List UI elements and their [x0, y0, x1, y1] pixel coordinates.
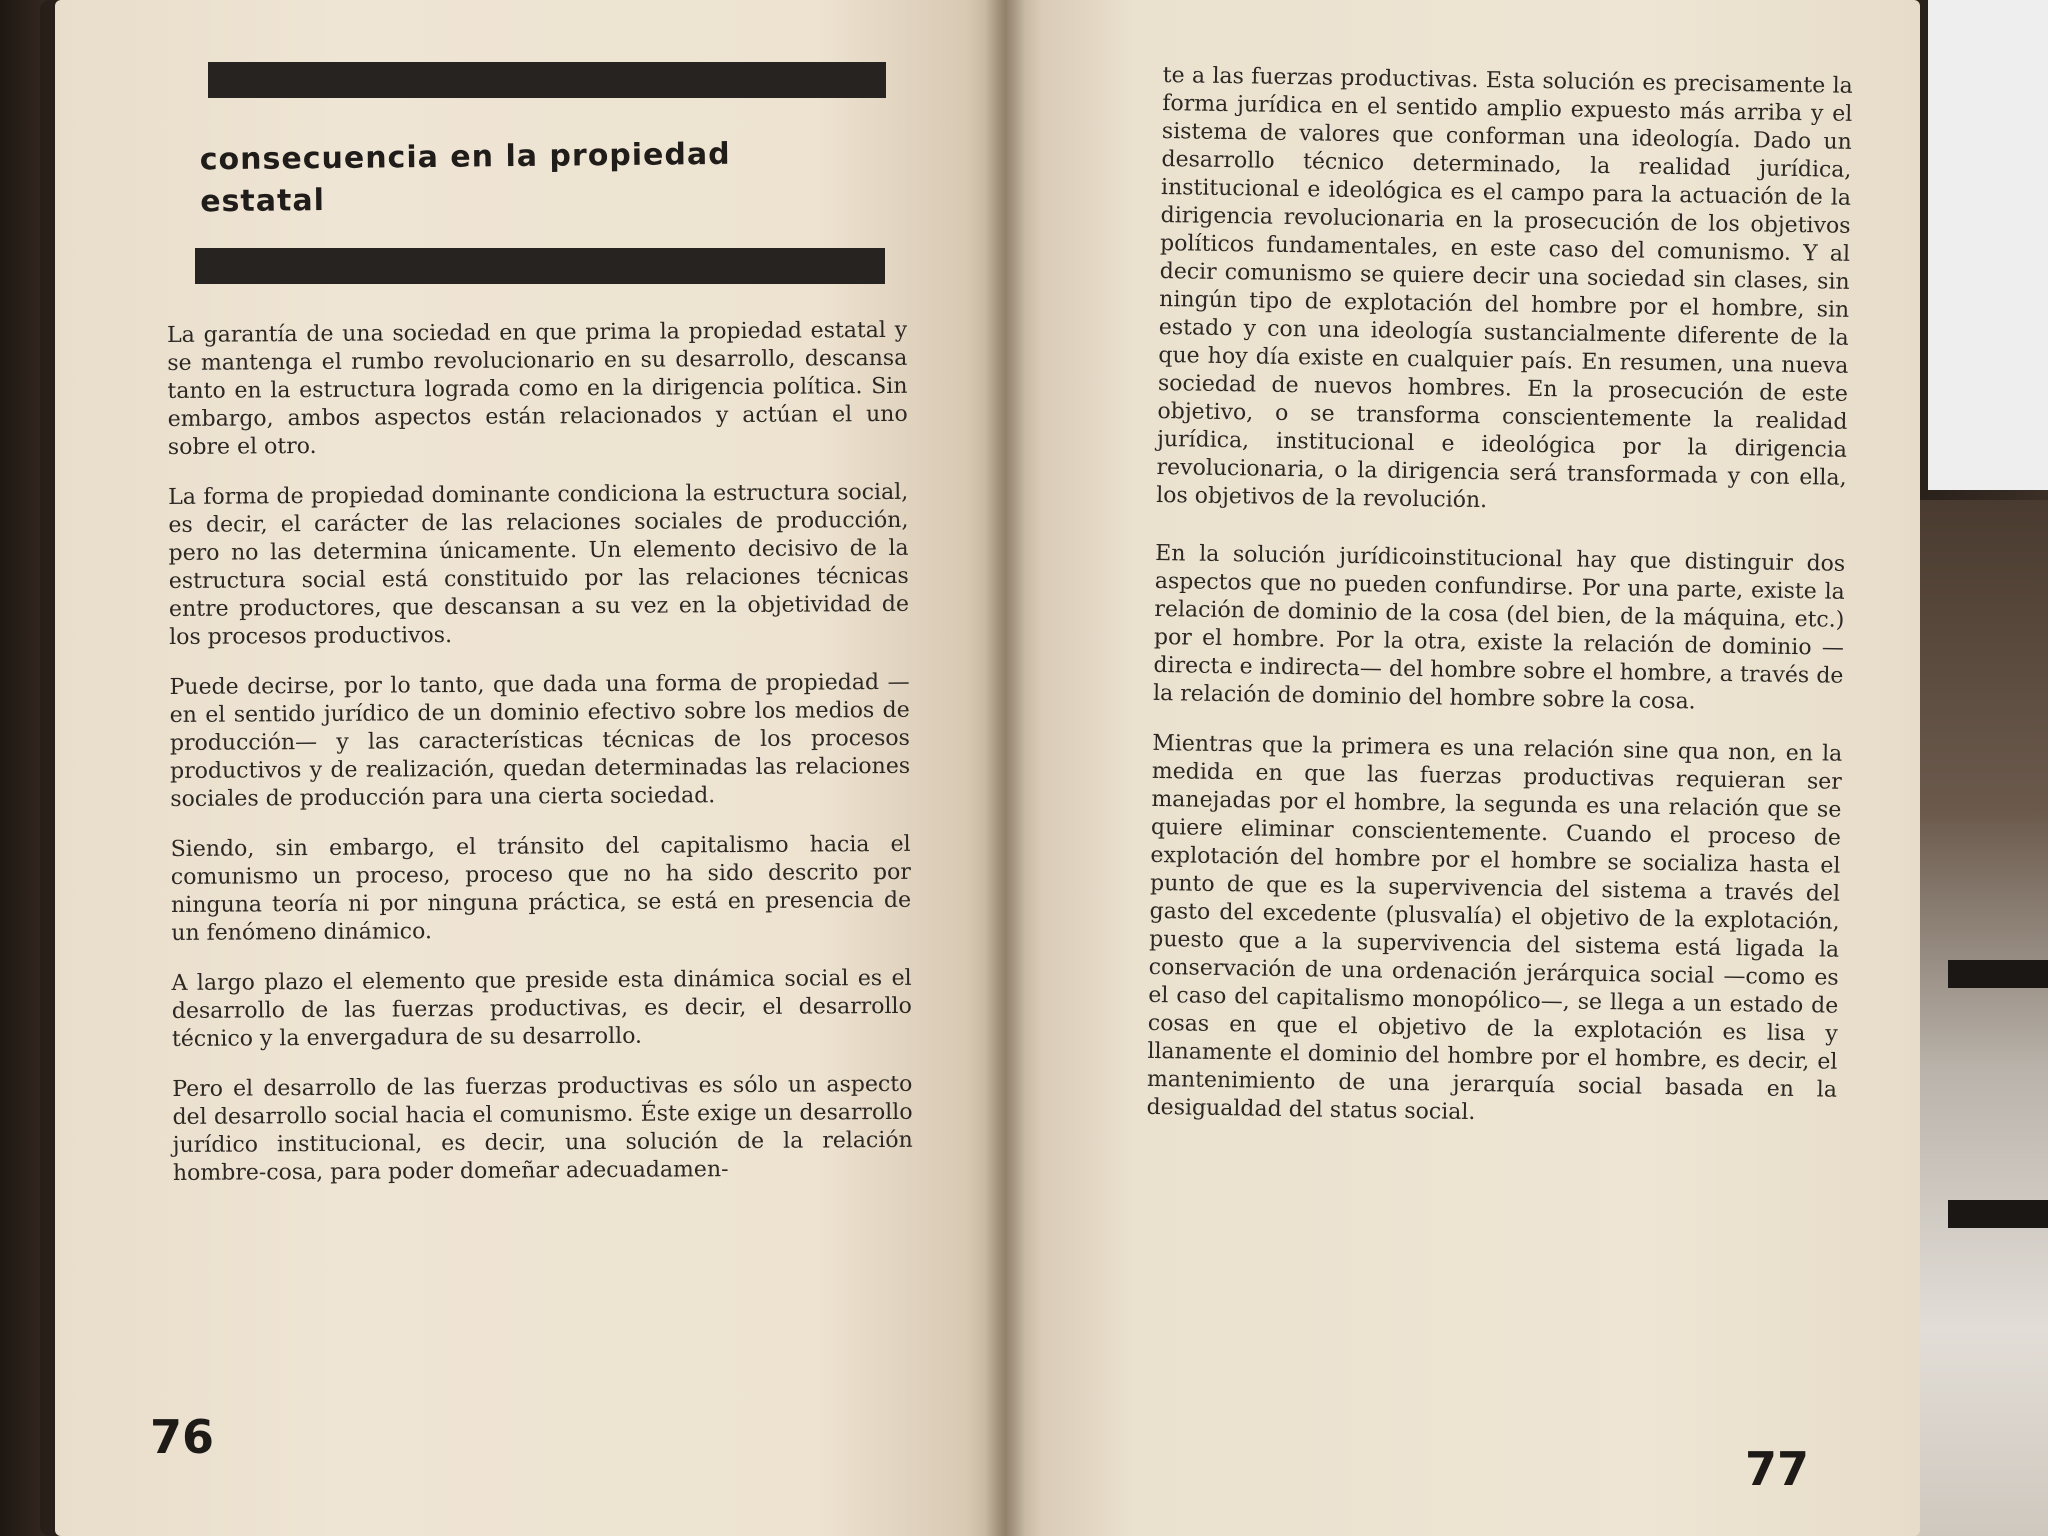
- left-page: [55, 0, 1005, 1536]
- right-page: [1005, 0, 1920, 1536]
- page-number-right: 77: [1745, 1442, 1810, 1496]
- background-paper-sheet: [1928, 0, 2048, 490]
- background-stripe: [1948, 960, 2048, 988]
- heading-top-bar: [208, 62, 886, 98]
- paragraph: La garantía de una sociedad en que prima la propiedad estatal y se mantenga el rumbo revolucionario en su desarrollo, descansa tanto en la estructura lograda como en la dirigencia política. Sin embargo, ambos aspectos están relacionados y actúan el uno sobre el otro.: [167, 317, 908, 460]
- paragraph: La forma de propiedad dominante condiciona la estructura social, es decir, el carácter de las relaciones sociales de producción, pero no las determina únicamente. Un elemento decisivo de la estructura social está constituido por las relaciones técnicas entre productores, que descansan a su vez en la objetividad de los procesos productivos.: [168, 479, 910, 650]
- right-page-text: [1146, 62, 1853, 1155]
- left-page-text: [167, 317, 913, 1210]
- paragraph: A largo plazo el elemento que preside esta dinámica social es el desarrollo de las fuerzas productivas, es decir, el desarrollo técnico y la envergadura de su desarrollo.: [171, 965, 912, 1052]
- paragraph: Mientras que la primera es una relación sine qua non, en la medida en que las fuerzas productivas requieran ser manejadas por el hombre, la segunda es una relación que se quiere eliminar conscientemente. Cuando el proceso de explotación del hombre por el hombre se socializa hasta el punto de que es la supervivencia del sistema a través del gasto del excedente (plusvalía) el objetivo de la explotación, puesto que a la supervivencia del sistema está ligada la conservación de una ordenación jerárquica social —como es el caso del capitalismo monopólico—, se llega a un estado de cosas en que el objetivo de la explotación es lisa y llanamente el dominio del hombre por el hombre, es decir, el mantenimiento de una jerarquía social basada en la desigualdad del status social.: [1146, 730, 1843, 1126]
- paragraph: Puede decirse, por lo tanto, que dada una forma de propiedad —en el sentido jurídico de un dominio efectivo sobre los medios de producción— y las características técnicas de los procesos productivos y de realización, quedan determinadas las relaciones sociales de producción para una cierta sociedad.: [169, 669, 911, 812]
- paragraph: te a las fuerzas productivas. Esta solución es precisamente la forma jurídica en el sentido amplio expuesto más arriba y el sistema de valores que conforman una ideología. Dado un desarrollo técnico determinado, la realidad jurídica, institucional e ideológica es el campo para la actuación de la dirigencia revolucionaria en la prosecución de los objetivos políticos fundamentales, en este caso del comunismo. Y al decir comunismo se quiere decir una sociedad sin clases, sin ningún tipo de explotación del hombre por el hombre, sin estado y con una ideología sustancialmente diferente de la que hoy día existe en cualquier país. En resumen, una nueva sociedad de nuevos hombres. En la prosecución de este objetivo, o se transforma conscientemente la realidad jurídica, institucional e ideológica por la dirigencia revolucionaria, o la dirigencia será transformada y con ella, los objetivos de la revolución.: [1155, 62, 1853, 514]
- background-stripe: [1948, 1200, 2048, 1228]
- background-object: [1908, 500, 2048, 1536]
- section-heading: consecuencia en la propiedad estatal: [199, 136, 731, 220]
- paragraph: En la solución jurídicoinstitucional hay que distinguir dos aspectos que no pueden confundirse. Por una parte, existe la relación de dominio de la cosa (del bien, de la máquina, etc.) por el hombre. Por la otra, existe la relación de dominio —directa e indirecta— del hombre sobre el hombre, a través de la relación de dominio del hombre sobre la cosa.: [1152, 540, 1846, 715]
- heading-bottom-bar: [195, 248, 885, 284]
- paragraph: Pero el desarrollo de las fuerzas productivas es sólo un aspecto del desarrollo social hacia el comunismo. Éste exige un desarrollo jurídico institucional, es decir, una solución de la relación hombre-cosa, para poder domeñar adecuadamen-: [172, 1071, 913, 1186]
- paragraph: Siendo, sin embargo, el tránsito del capitalismo hacia el comunismo un proceso, proceso que no ha sido descrito por ninguna teoría ni por ninguna práctica, se está en presencia de un fenómeno dinámico.: [170, 831, 912, 946]
- page-number-left: 76: [150, 1410, 215, 1464]
